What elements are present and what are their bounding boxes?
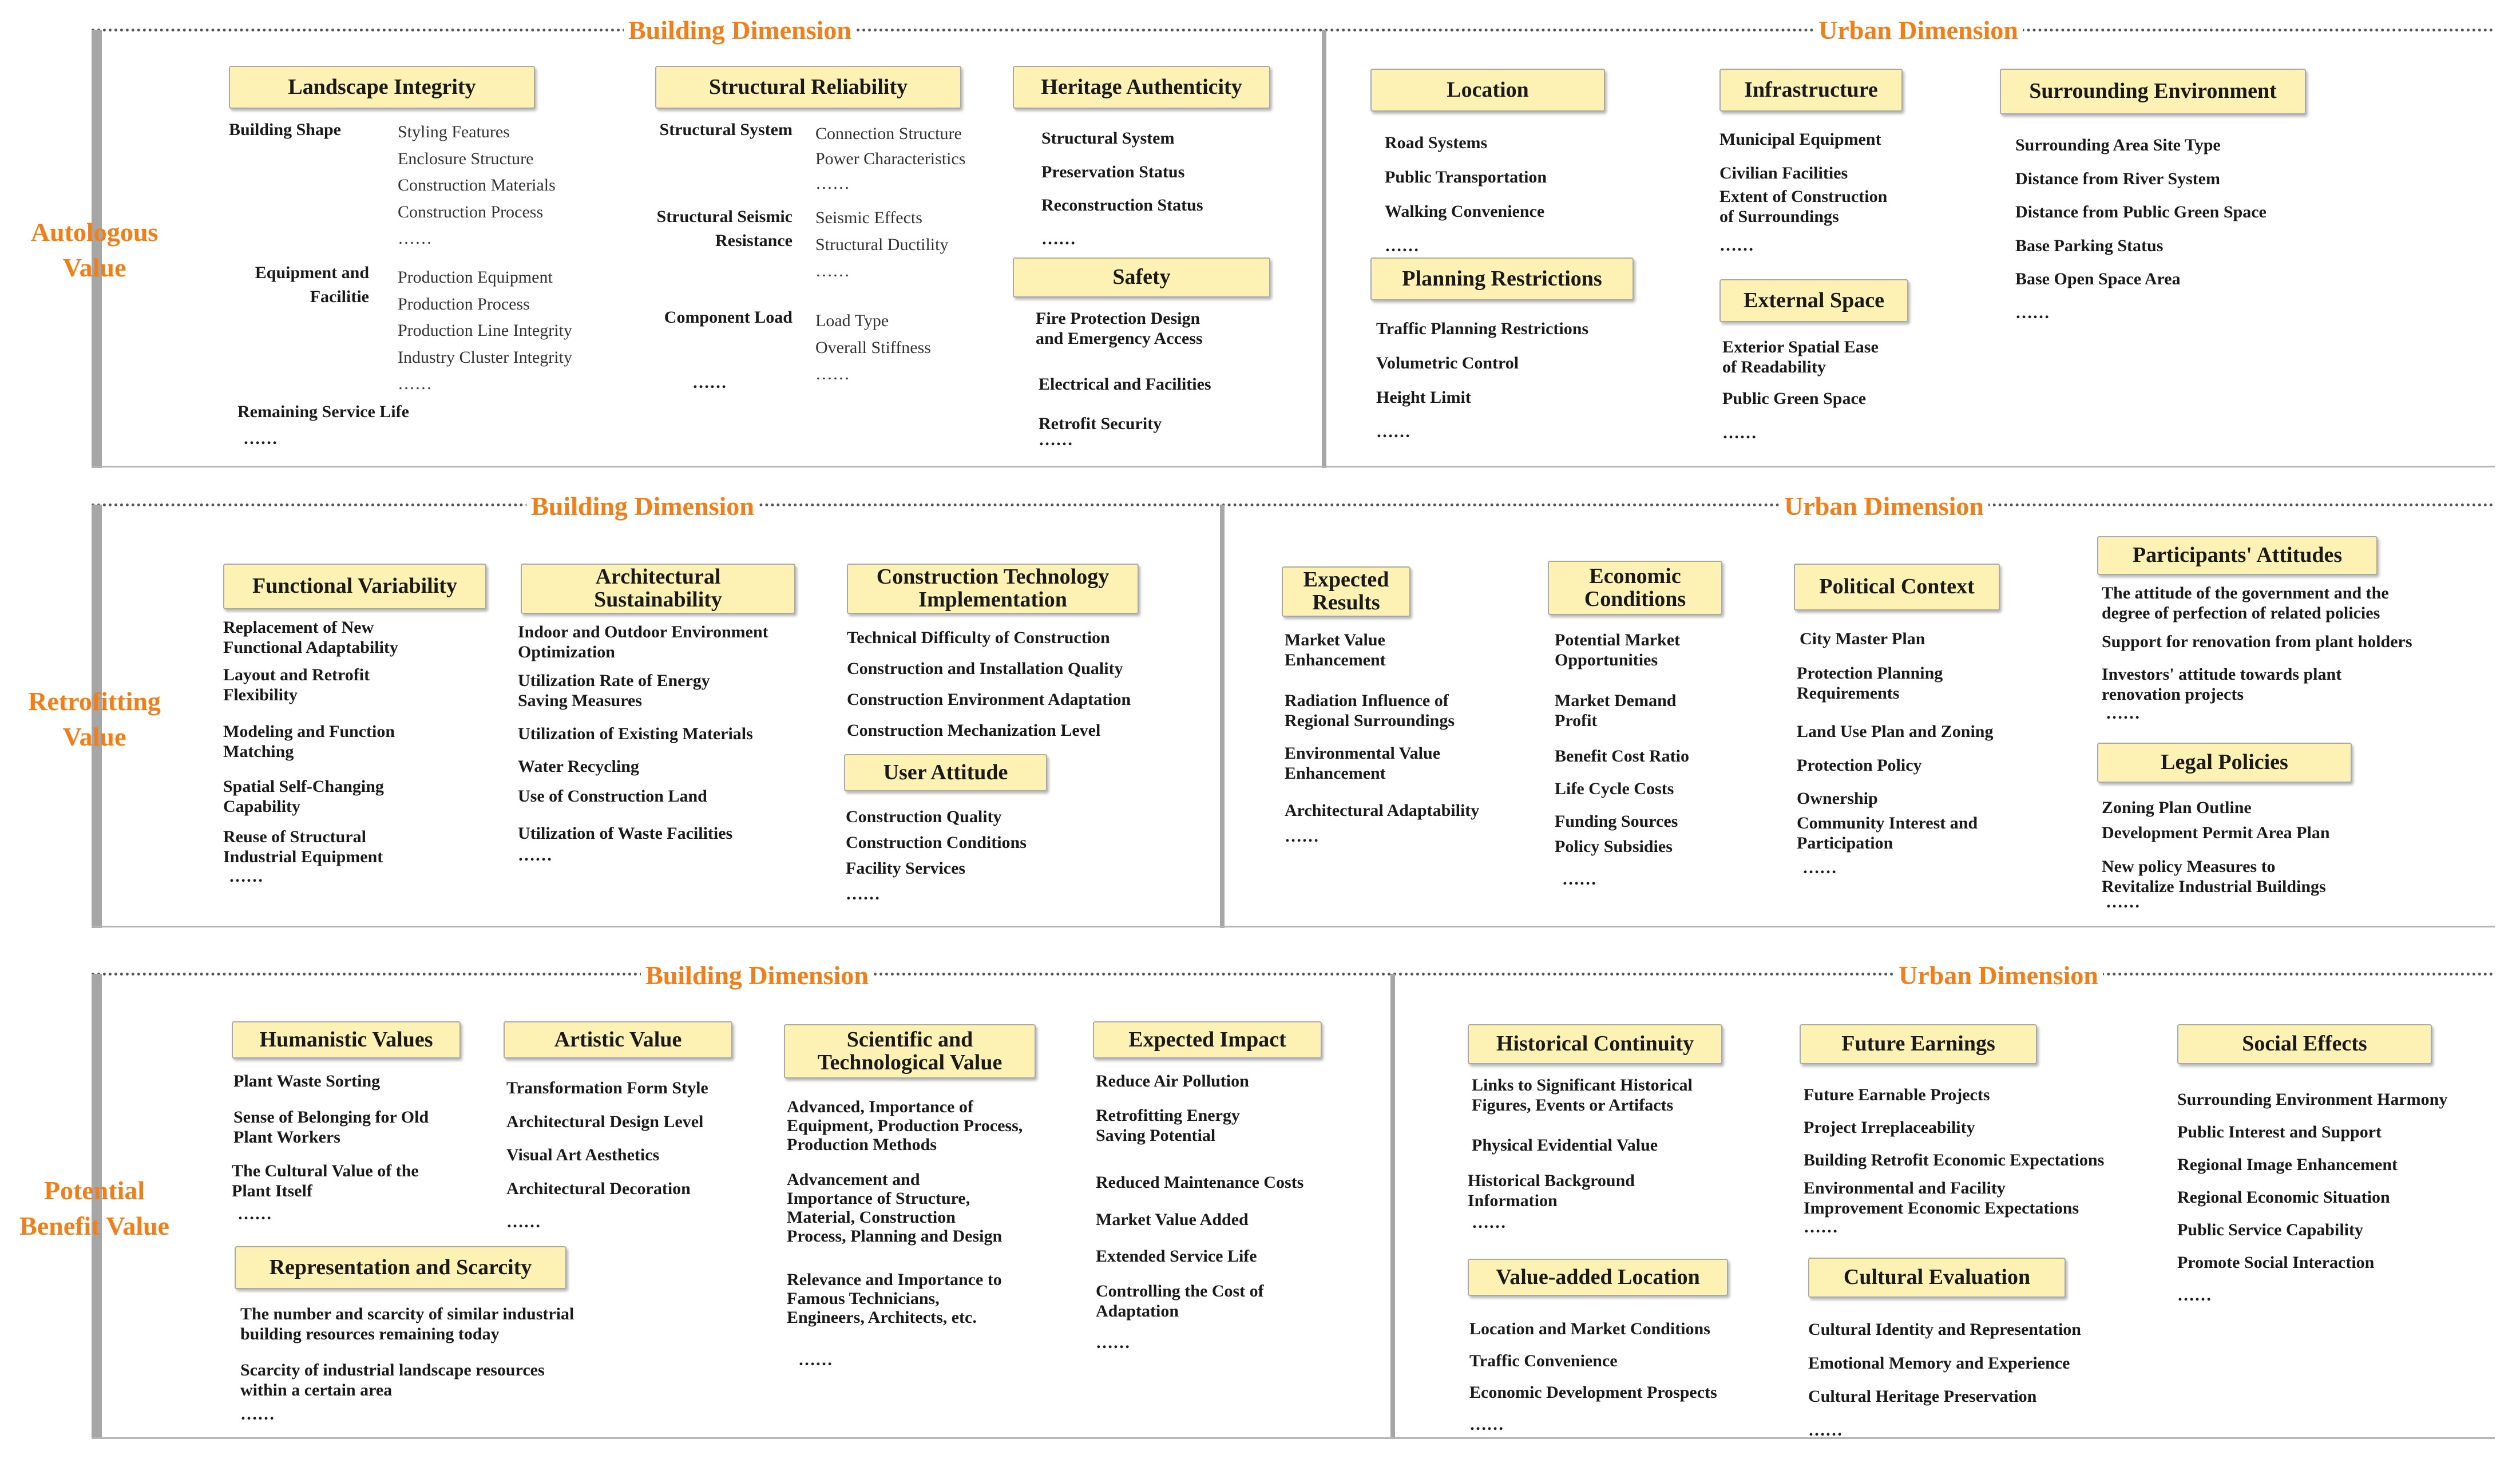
header-scientific-technological: Scientific and Technological Value	[784, 1024, 1036, 1079]
header-safety: Safety	[1013, 257, 1270, 298]
label-remaining-service-life: Remaining Service Life	[237, 402, 409, 421]
item-functional-b: Layout and Retrofit Flexibility	[223, 665, 370, 704]
item-public-green-space: Public Green Space	[1722, 389, 1867, 408]
list-social: Surrounding Environment Harmony Public Interest and Support Regional Image Enhancement Regional Economic Situation Public Service Capability Promote Social Interaction ……	[2177, 1090, 2448, 1305]
item-functional-e: Reuse of Structural Industrial Equipment	[223, 827, 383, 866]
item-historical-a: Links to Significant Historical Figures, Events or Artifacts	[1472, 1076, 1693, 1115]
item-extent-construction: Extent of Construction of Surroundings	[1719, 187, 1888, 226]
item-political-a: City Master Plan	[1800, 629, 1925, 648]
list-equipment: Production Equipment Production Process Production Line Integrity Industry Cluster Integrity ……	[398, 268, 572, 393]
header-participants-attitudes: Participants' Attitudes	[2097, 536, 2378, 575]
header-legal-policies: Legal Policies	[2097, 743, 2352, 783]
ellipsis: ……	[1285, 827, 1319, 846]
item-participants-c: Investors' attitude towards plant renovation projects	[2102, 665, 2342, 704]
row1-urban-dimension: Urban Dimension	[1814, 17, 2023, 43]
item-arch-e: Use of Construction Land	[518, 787, 707, 806]
row2-urban-dimension: Urban Dimension	[1780, 493, 1988, 520]
header-functional-variability: Functional Variability	[223, 564, 486, 609]
list-structural-seismic: Seismic Effects Structural Ductility ……	[815, 208, 949, 280]
item-economic-f: Policy Subsidies	[1555, 837, 1673, 856]
header-heritage-authenticity: Heritage Authenticity	[1013, 66, 1270, 109]
ellipsis: ……	[1719, 236, 1754, 255]
row3-top-dotted-line	[92, 973, 2495, 976]
header-artistic-value: Artistic Value	[504, 1021, 732, 1058]
row1-divider	[1322, 30, 1326, 468]
list-value-added: Location and Market Conditions Traffic Convenience Economic Development Prospects ……	[1469, 1319, 1717, 1434]
label-structural-system: Structural System	[659, 120, 793, 139]
item-expected-c: Environmental Value Enhancement	[1285, 744, 1441, 783]
item-scientific-a: Advanced, Importance of Equipment, Production Process, Production Methods	[787, 1097, 1023, 1154]
row-label-autologous: Autologous Value	[30, 217, 159, 283]
row3-divider	[1390, 974, 1395, 1438]
header-expected-impact: Expected Impact	[1093, 1021, 1322, 1058]
row-label-retrofitting: Retrofitting Value	[28, 687, 161, 752]
list-user-attitude: Construction Quality Construction Conditions Facility Services ……	[846, 807, 1027, 903]
list-construction: Technical Difficulty of Construction Construction and Installation Quality Construction Environment Adaptation Construction Mechanization Level	[847, 628, 1131, 740]
list-safety: Electrical and Facilities Retrofit Security	[1039, 375, 1211, 433]
list-structural-system: Connection Structure Power Characteristics ……	[815, 124, 966, 193]
row-label-potential: Potential Benefit Value	[19, 1176, 169, 1241]
list-infrastructure: Municipal Equipment Civilian Facilities	[1719, 130, 1881, 183]
item-representation-a: The number and scarcity of similar industrial building resources remaining today	[240, 1305, 574, 1343]
header-external-space: External Space	[1719, 279, 1908, 322]
row2-building-dimension: Building Dimension	[526, 493, 759, 520]
list-economic: Benefit Cost Ratio Life Cycle Costs Funding Sources	[1555, 747, 1689, 831]
ellipsis: ……	[1802, 858, 1837, 877]
item-historical-b: Physical Evidential Value	[1472, 1136, 1658, 1155]
item-expected-a: Market Value Enhancement	[1285, 631, 1386, 669]
ellipsis: ……	[518, 846, 552, 865]
item-humanistic-a: Plant Waste Sorting	[233, 1072, 381, 1091]
header-social-effects: Social Effects	[2177, 1024, 2432, 1064]
list-component-load: Load Type Overall Stiffness ……	[815, 311, 931, 383]
row1-building-dimension: Building Dimension	[624, 17, 856, 43]
item-functional-d: Spatial Self-Changing Capability	[223, 777, 384, 816]
ellipsis: ……	[2106, 893, 2140, 911]
label-structural-seismic: Structural Seismic Resistance	[656, 207, 793, 250]
ellipsis: ……	[240, 1405, 275, 1424]
label-equipment: Equipment and Facilitie	[255, 263, 369, 306]
item-impact-b: Retrofitting Energy Saving Potential	[1096, 1106, 1240, 1145]
list-planning: Traffic Planning Restrictions Volumetric Control Height Limit ……	[1376, 319, 1589, 441]
item-legal-a: Zoning Plan Outline Development Permit Area Plan	[2102, 798, 2330, 842]
ellipsis: ……	[1096, 1333, 1130, 1352]
item-economic-a: Potential Market Opportunities	[1555, 631, 1681, 669]
header-user-attitude: User Attitude	[844, 754, 1047, 791]
header-economic-conditions: Economic Conditions	[1548, 561, 1722, 615]
item-humanistic-b: Sense of Belonging for Old Plant Workers	[233, 1108, 429, 1147]
header-representation-scarcity: Representation and Scarcity	[235, 1246, 566, 1289]
item-representation-b: Scarcity of industrial landscape resources within a certain area	[240, 1361, 545, 1399]
item-arch-d: Water Recycling	[518, 757, 639, 776]
ellipsis: ……	[229, 867, 263, 886]
header-structural-reliability: Structural Reliability	[655, 66, 961, 109]
header-expected-results: Expected Results	[1282, 566, 1410, 617]
item-scientific-b: Advancement and Importance of Structure, Material, Construction Process, Planning and Design	[787, 1170, 1003, 1246]
header-political-context: Political Context	[1794, 564, 2000, 610]
header-value-added-location: Value-added Location	[1468, 1259, 1728, 1296]
item-arch-c: Utilization of Existing Materials	[518, 724, 753, 743]
item-historical-c: Historical Background Information	[1468, 1171, 1635, 1210]
header-surrounding-environment: Surrounding Environment	[2000, 69, 2306, 114]
list-political: Land Use Plan and Zoning Protection Policy Ownership	[1797, 722, 1994, 808]
label-component-load: Component Load	[664, 308, 793, 327]
row1-top-dotted-line	[92, 29, 2495, 31]
item-humanistic-c: The Cultural Value of the Plant Itself	[232, 1161, 419, 1200]
ellipsis: ……	[1804, 1218, 1838, 1236]
ellipsis: ……	[243, 429, 278, 448]
list-future: Future Earnable Projects Project Irreplaceability Building Retrofit Economic Expectations	[1804, 1085, 2105, 1169]
item-exterior-spatial: Exterior Spatial Ease of Readability	[1722, 338, 1879, 376]
item-legal-b: New policy Measures to Revitalize Industrial Buildings	[2102, 857, 2326, 896]
ellipsis: ……	[798, 1350, 833, 1369]
header-humanistic-values: Humanistic Values	[232, 1021, 461, 1058]
item-economic-b: Market Demand Profit	[1555, 691, 1677, 730]
header-planning-restrictions: Planning Restrictions	[1370, 257, 1634, 300]
row3-bottom-line	[92, 1437, 2495, 1439]
row1-bottom-line	[92, 466, 2495, 467]
item-scientific-c: Relevance and Importance to Famous Technicians, Engineers, Architects, etc.	[787, 1270, 1002, 1327]
ellipsis: ……	[237, 1204, 272, 1223]
item-participants-b: Support for renovation from plant holders	[2102, 632, 2412, 651]
header-cultural-evaluation: Cultural Evaluation	[1808, 1258, 2066, 1298]
row2-top-dotted-line	[92, 503, 2495, 506]
ellipsis: ……	[1722, 423, 1757, 442]
item-arch-a: Indoor and Outdoor Environment Optimization	[518, 623, 768, 661]
header-location: Location	[1370, 69, 1605, 112]
item-political-f: Community Interest and Participation	[1797, 814, 1978, 853]
item-expected-d: Architectural Adaptability	[1285, 801, 1480, 820]
item-political-b: Protection Planning Requirements	[1797, 664, 1943, 703]
item-future-d: Environmental and Facility Improvement Economic Expectations	[1804, 1179, 2079, 1218]
header-infrastructure: Infrastructure	[1719, 69, 1903, 112]
header-historical-continuity: Historical Continuity	[1468, 1024, 1722, 1064]
row3-urban-dimension: Urban Dimension	[1894, 962, 2103, 989]
list-artistic: Transformation Form Style Architectural Design Level Visual Art Aesthetics Architectural Decoration ……	[506, 1079, 708, 1231]
item-expected-b: Radiation Influence of Regional Surroundings	[1285, 691, 1455, 730]
list-building-shape: Styling Features Enclosure Structure Construction Materials Construction Process ……	[398, 122, 556, 248]
item-functional-c: Modeling and Function Matching	[223, 722, 395, 761]
item-participants-a: The attitude of the government and the degree of perfection of related policies	[2102, 584, 2389, 623]
item-arch-f: Utilization of Waste Facilities	[518, 824, 733, 843]
list-heritage: Structural System Preservation Status Reconstruction Status ……	[1041, 129, 1203, 248]
ellipsis: ……	[2106, 704, 2140, 723]
item-impact-a: Reduce Air Pollution	[1096, 1072, 1249, 1091]
row2-divider	[1220, 505, 1225, 928]
list-impact: Reduced Maintenance Costs Market Value Added Extended Service Life	[1096, 1173, 1304, 1266]
item-impact-f: Controlling the Cost of Adaptation	[1096, 1282, 1264, 1321]
header-architectural-sustainability: Architectural Sustainability	[521, 564, 795, 614]
ellipsis: ……	[1472, 1213, 1506, 1232]
label-building-shape: Building Shape	[229, 120, 341, 139]
header-construction-technology: Construction Technology Implementation	[847, 564, 1139, 614]
header-future-earnings: Future Earnings	[1800, 1024, 2037, 1064]
list-cultural: Cultural Identity and Representation Emotional Memory and Experience Cultural Heritage Preservation ……	[1808, 1320, 2081, 1440]
item-arch-b: Utilization Rate of Energy Saving Measures	[518, 671, 710, 710]
list-surrounding: Surrounding Area Site Type Distance from River System Distance from Public Green Space Base Parking Status Base Open Space Area ……	[2015, 136, 2267, 322]
item-fire-protection: Fire Protection Design and Emergency Access	[1036, 309, 1203, 348]
item-functional-a: Replacement of New Functional Adaptability	[223, 618, 398, 657]
ellipsis: ……	[1562, 870, 1596, 889]
header-landscape-integrity: Landscape Integrity	[229, 66, 535, 109]
ellipsis: ……	[1039, 430, 1073, 449]
ellipsis: ……	[692, 373, 727, 392]
list-location: Road Systems Public Transportation Walking Convenience ……	[1385, 133, 1547, 255]
row3-building-dimension: Building Dimension	[641, 962, 873, 989]
row2-bottom-line	[92, 926, 2495, 927]
